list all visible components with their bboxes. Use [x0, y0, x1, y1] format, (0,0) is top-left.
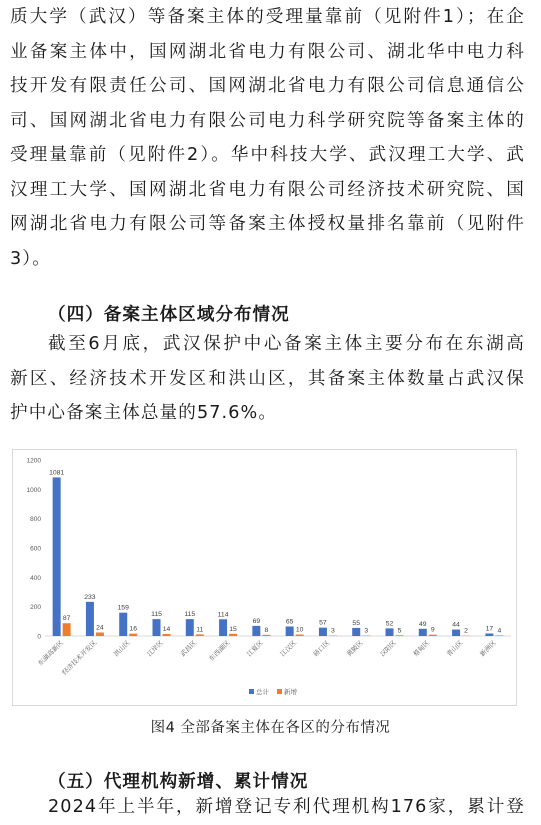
bar-total [219, 619, 227, 636]
text-line: 3）。 [10, 242, 525, 277]
bar-new [495, 635, 503, 636]
x-category-label: 经济技术开发区 [60, 638, 99, 677]
data-label-total: 115 [184, 611, 195, 618]
legend-swatch [277, 689, 282, 694]
bar-total [319, 628, 327, 636]
bar-new [63, 623, 71, 636]
data-label-total: 55 [352, 620, 360, 627]
text-line: 网湖北省电力有限公司等备案主体授权量排名靠前（见附件 [10, 207, 525, 242]
x-category-label: 蔡甸区 [411, 638, 432, 659]
legend-label: 新增 [284, 687, 298, 696]
bar-new [429, 635, 437, 636]
data-label-new: 2 [464, 628, 468, 635]
chart-container [12, 449, 517, 706]
x-category-label: 新洲区 [478, 638, 499, 659]
bar-total [53, 477, 61, 636]
data-label-new: 14 [163, 626, 171, 633]
bar-total [352, 628, 360, 636]
text-line: 司、国网湖北省电力有限公司电力科学研究院等备案主体的 [10, 104, 525, 139]
bar-total [119, 613, 127, 636]
section-heading-4: （四）备案主体区域分布情况 [48, 301, 290, 326]
bar-new [96, 632, 104, 636]
y-tick-label: 400 [30, 575, 41, 582]
data-label-total: 17 [486, 626, 494, 633]
legend-swatch [249, 689, 254, 694]
data-label-total: 44 [452, 622, 460, 629]
data-label-new: 4 [497, 627, 501, 634]
data-label-new: 3 [331, 628, 335, 635]
text-line: 护中心备案主体总量的57.6%。 [10, 396, 525, 431]
bar-total [485, 634, 493, 636]
data-label-total: 65 [286, 618, 294, 625]
data-label-new: 15 [229, 626, 237, 633]
x-category-label: 武昌区 [178, 638, 199, 659]
data-label-total: 114 [218, 611, 229, 618]
bar-new [163, 634, 171, 636]
bar-new [196, 634, 204, 636]
x-category-label: 东湖高新区 [36, 638, 66, 668]
bar-total [186, 619, 194, 636]
data-label-new: 5 [398, 627, 402, 634]
data-label-new: 16 [129, 626, 137, 633]
bar-new [229, 634, 237, 636]
text-line: 质大学（武汉）等备案主体的受理量靠前（见附件1）；在企 [10, 0, 525, 35]
data-label-total: 115 [151, 611, 162, 618]
paragraph-region-distribution [10, 327, 525, 431]
bar-total [252, 626, 260, 636]
data-label-new: 9 [431, 627, 435, 634]
y-tick-label: 1000 [27, 487, 42, 494]
bar-new [296, 635, 304, 636]
text-line: 2024年上半年，新增登记专利代理机构176家，累计登 [10, 790, 525, 825]
data-label-total: 57 [319, 620, 327, 627]
data-label-new: 8 [264, 627, 268, 634]
paragraph-agencies [10, 790, 525, 825]
text-line: 汉理工大学、国网湖北省电力有限公司经济技术研究院、国 [10, 173, 525, 208]
bar-total [452, 630, 460, 636]
bar-chart [13, 450, 516, 705]
data-label-total: 233 [84, 594, 96, 601]
y-tick-label: 0 [37, 634, 41, 641]
data-label-new: 3 [364, 628, 368, 635]
y-tick-label: 200 [30, 604, 41, 611]
figure-caption: 图4 全部备案主体在各区的分布情况 [0, 716, 541, 737]
bar-total [386, 628, 394, 636]
data-label-total: 69 [253, 618, 261, 625]
text-line: 截至6月底，武汉保护中心备案主体主要分布在东湖高 [10, 327, 525, 362]
x-category-label: 东西湖区 [207, 638, 232, 663]
data-label-new: 11 [196, 626, 203, 633]
y-tick-label: 800 [30, 516, 41, 523]
bar-total [153, 619, 161, 636]
bar-total [86, 602, 94, 636]
paragraph-attachments [10, 0, 525, 276]
bar-new [396, 635, 404, 636]
x-category-label: 江夏区 [245, 638, 266, 659]
data-label-total: 49 [419, 621, 427, 628]
data-label-new: 87 [63, 615, 71, 622]
x-category-label: 汉阳区 [378, 638, 399, 659]
data-label-total: 1081 [49, 469, 64, 476]
text-line: 受理量靠前（见附件2）。华中科技大学、武汉理工大学、武 [10, 138, 525, 173]
y-tick-label: 600 [30, 546, 41, 553]
bar-total [419, 629, 427, 636]
bar-total [286, 626, 294, 636]
bar-new [129, 634, 137, 636]
data-label-new: 10 [296, 627, 304, 634]
text-line: 技开发有限责任公司、国网湖北省电力有限公司信息通信公 [10, 69, 525, 104]
data-label-total: 52 [386, 620, 394, 627]
section-heading-5: （五）代理机构新增、累计情况 [48, 768, 308, 793]
x-category-label: 青山区 [444, 638, 465, 659]
x-category-label: 江汉区 [278, 638, 299, 659]
x-category-label: 黄陂区 [344, 638, 365, 659]
y-tick-label: 1200 [27, 458, 42, 465]
bar-new [262, 635, 270, 636]
data-label-new: 24 [96, 624, 104, 631]
data-label-total: 159 [118, 605, 130, 612]
text-line: 业备案主体中，国网湖北省电力有限公司、湖北华中电力科 [10, 35, 525, 70]
x-category-label: 江岸区 [145, 638, 166, 659]
text-line: 新区、经济技术开发区和洪山区，其备案主体数量占武汉保 [10, 362, 525, 397]
legend-label: 总计 [256, 687, 270, 696]
x-category-label: 洪山区 [111, 638, 132, 659]
x-category-label: 硚口区 [311, 638, 332, 659]
